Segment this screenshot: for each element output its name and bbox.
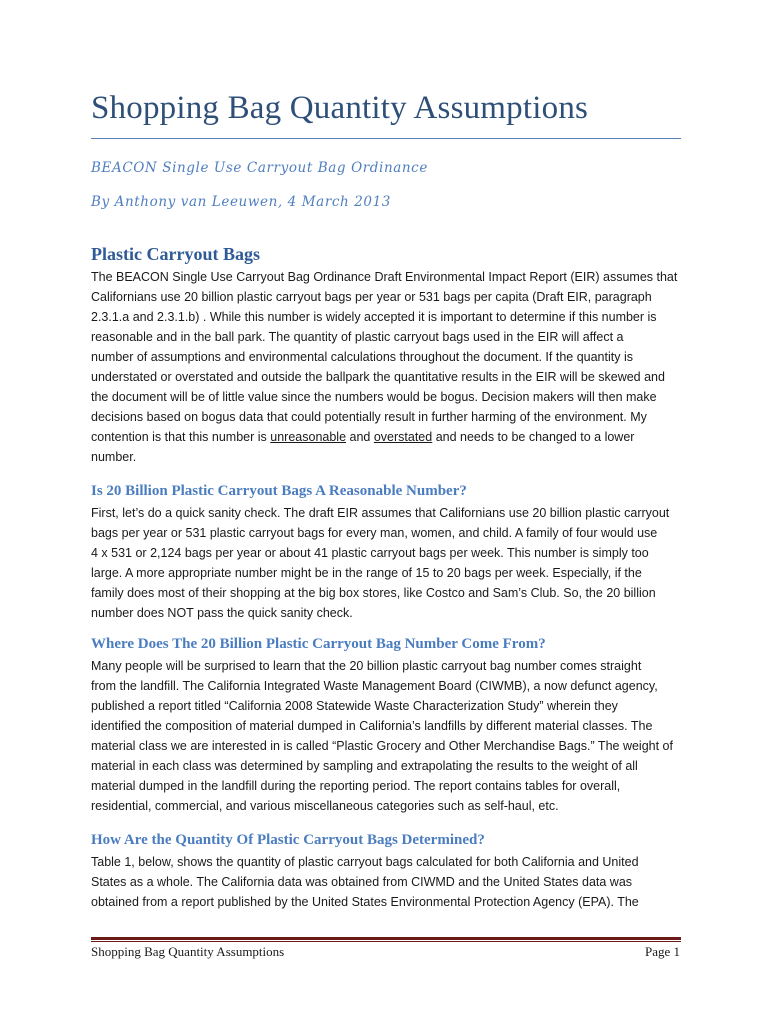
document-byline: By Anthony van Leeuwen, 4 March 2013 xyxy=(91,194,391,210)
body-line: obtained from a report published by the United States Environmental Protection Agency (EPA). The xyxy=(91,895,639,909)
body-line: First, let’s do a quick sanity check. The draft EIR assumes that Californians use 20 billion plastic carryout xyxy=(91,506,670,520)
document-title: Shopping Bag Quantity Assumptions xyxy=(91,90,589,126)
body-line: from the landfill. The California Integrated Waste Management Board (CIWMB), a now defunct agency, xyxy=(91,679,658,693)
body-line: decisions based on bogus data that could potentially result in further harming of the environment. My xyxy=(91,410,647,424)
section-body-number-origin xyxy=(91,656,691,816)
body-line: Californians use 20 billion plastic carryout bags per year or 531 bags per capita (Draft EIR, paragraph xyxy=(91,290,652,304)
body-line: family does most of their shopping at the big box stores, like Costco and Sam’s Club. So, the 20 billion xyxy=(91,586,656,600)
body-line-emphasis xyxy=(91,427,691,447)
section-body-plastic-carryout-bags xyxy=(91,267,691,467)
body-line: 4 x 531 or 2,124 bags per year or about 41 plastic carryout bags per week. This number is simply too xyxy=(91,546,649,560)
body-line: bags per year or 531 plastic carryout bags for every man, women, and child. A family of four would use xyxy=(91,526,658,540)
body-line: reasonable and in the ball park. The quantity of plastic carryout bags used in the EIR will affect a xyxy=(91,330,624,344)
body-line: number. xyxy=(91,450,137,464)
body-text: and needs to be changed to a lower xyxy=(432,430,635,444)
body-line: understated or overstated and outside the ballpark the quantitative results in the EIR will be skewed and xyxy=(91,370,665,384)
body-text: and xyxy=(346,430,374,444)
section-heading-quantity-determined: How Are the Quantity Of Plastic Carryout Bags Determined? xyxy=(91,832,485,848)
body-line: material in each class was determined by sampling and extrapolating the results to the weight of all xyxy=(91,759,638,773)
body-line: The BEACON Single Use Carryout Bag Ordinance Draft Environmental Impact Report (EIR) assumes that xyxy=(91,270,678,284)
body-line: 2.3.1.a and 2.3.1.b) . While this number is widely accepted it is important to determine if this number is xyxy=(91,310,657,324)
underlined-term-unreasonable: unreasonable xyxy=(270,430,347,444)
section-body-quantity-determined xyxy=(91,852,691,912)
body-line: material class we are interested in is called “Plastic Grocery and Other Merchandise Bags.” The weight of xyxy=(91,739,673,753)
body-text: contention is that this number is xyxy=(91,430,271,444)
footer-page-number: Page 1 xyxy=(644,944,680,959)
body-line: residential, commercial, and various miscellaneous categories such as self-haul, etc. xyxy=(91,799,559,813)
body-line: published a report titled “California 2008 Statewide Waste Characterization Study” wherein they xyxy=(91,699,618,713)
footer-divider-thin xyxy=(91,941,681,942)
footer-divider-thick xyxy=(91,937,681,940)
body-line: material dumped in the landfill during the reporting period. The report contains tables for overall, xyxy=(91,779,621,793)
body-line: identified the composition of material dumped in California’s landfills by different material classes. The xyxy=(91,719,653,733)
section-heading-reasonable-number: Is 20 Billion Plastic Carryout Bags A Reasonable Number? xyxy=(91,483,467,499)
body-line: large. A more appropriate number might be in the range of 15 to 20 bags per week. Especially, if the xyxy=(91,566,642,580)
section-body-reasonable-number xyxy=(91,503,691,623)
body-line: number does NOT pass the quick sanity check. xyxy=(91,606,353,620)
body-line: States as a whole. The California data was obtained from CIWMD and the United States data was xyxy=(91,875,633,889)
title-divider xyxy=(91,138,681,139)
document-subtitle: BEACON Single Use Carryout Bag Ordinance xyxy=(91,160,428,176)
underlined-term-overstated: overstated xyxy=(373,430,433,444)
body-line: Many people will be surprised to learn that the 20 billion plastic carryout bag number comes straight xyxy=(91,659,642,673)
section-heading-plastic-carryout-bags: Plastic Carryout Bags xyxy=(91,244,260,264)
section-heading-number-origin: Where Does The 20 Billion Plastic Carryout Bag Number Come From? xyxy=(91,636,546,652)
body-line: number of assumptions and environmental calculations throughout the document. If the quantity is xyxy=(91,350,633,364)
body-line: Table 1, below, shows the quantity of plastic carryout bags calculated for both California and United xyxy=(91,855,639,869)
footer-document-title: Shopping Bag Quantity Assumptions xyxy=(91,944,285,959)
body-line: the document will be of little value since the numbers would be bogus. Decision makers will then make xyxy=(91,390,657,404)
